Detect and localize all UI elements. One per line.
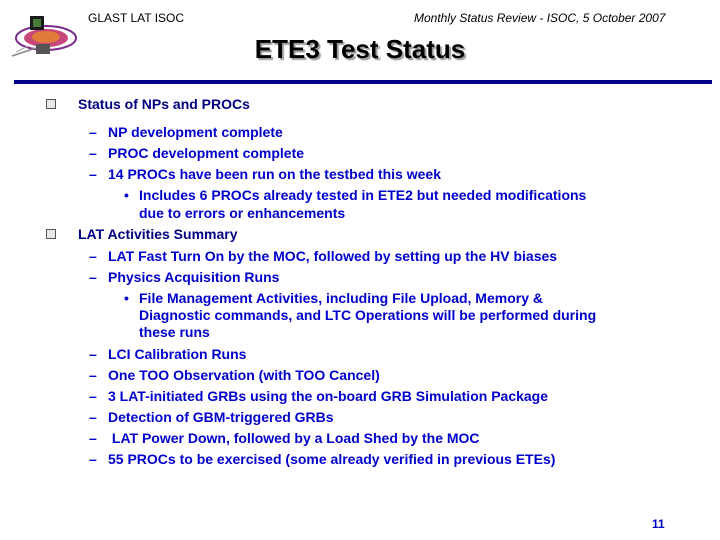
section-heading: Status of NPs and PROCs — [78, 96, 250, 112]
list-item: LCI Calibration Runs — [108, 346, 247, 362]
section-bullet-icon — [46, 99, 56, 109]
list-item: NP development complete — [108, 124, 283, 140]
section-heading: LAT Activities Summary — [78, 226, 238, 242]
header-org: GLAST LAT ISOC — [88, 11, 185, 25]
dash-marker: – — [89, 388, 97, 404]
list-item: 3 LAT-initiated GRBs using the on-board GRB Simulation Package — [108, 388, 549, 404]
header-meeting: Monthly Status Review - ISOC, 5 October 2007 — [414, 11, 666, 25]
dash-marker: – — [89, 367, 97, 383]
dash-marker: – — [89, 166, 97, 182]
list-item: Physics Acquisition Runs — [108, 269, 280, 285]
list-item: One TOO Observation (with TOO Cancel) — [108, 367, 380, 383]
list-item: 14 PROCs have been run on the testbed this week — [108, 166, 441, 182]
dash-marker: – — [89, 409, 97, 425]
section-bullet-icon — [46, 229, 56, 239]
dash-marker: – — [89, 124, 97, 140]
sub-item-line: File Management Activities, including File Upload, Memory & — [139, 290, 543, 306]
sub-item-line: Diagnostic commands, and LTC Operations will be performed during — [139, 307, 597, 323]
sub-item-line: these runs — [139, 324, 210, 340]
dot-marker: • — [124, 290, 129, 306]
list-item: 55 PROCs to be exercised (some already verified in previous ETEs) — [108, 451, 556, 467]
page-number: 11 — [652, 517, 665, 531]
list-item: LAT Power Down, followed by a Load Shed by the MOC — [108, 430, 480, 446]
list-item: PROC development complete — [108, 145, 305, 161]
dash-marker: – — [89, 248, 97, 264]
list-item: LAT Fast Turn On by the MOC, followed by setting up the HV biases — [108, 248, 558, 264]
sub-item-line: Includes 6 PROCs already tested in ETE2 but needed modifications — [139, 187, 587, 203]
sub-item-line: due to errors or enhancements — [139, 205, 346, 221]
dash-marker: – — [89, 269, 97, 285]
dash-marker: – — [89, 145, 97, 161]
list-item: Detection of GBM-triggered GRBs — [108, 409, 334, 425]
dash-marker: – — [89, 346, 97, 362]
dot-marker: • — [124, 187, 129, 203]
dash-marker: – — [89, 451, 97, 467]
slide-title: ETE3 Test Status — [254, 34, 466, 64]
dash-marker: – — [89, 430, 97, 446]
title-divider — [14, 80, 712, 84]
